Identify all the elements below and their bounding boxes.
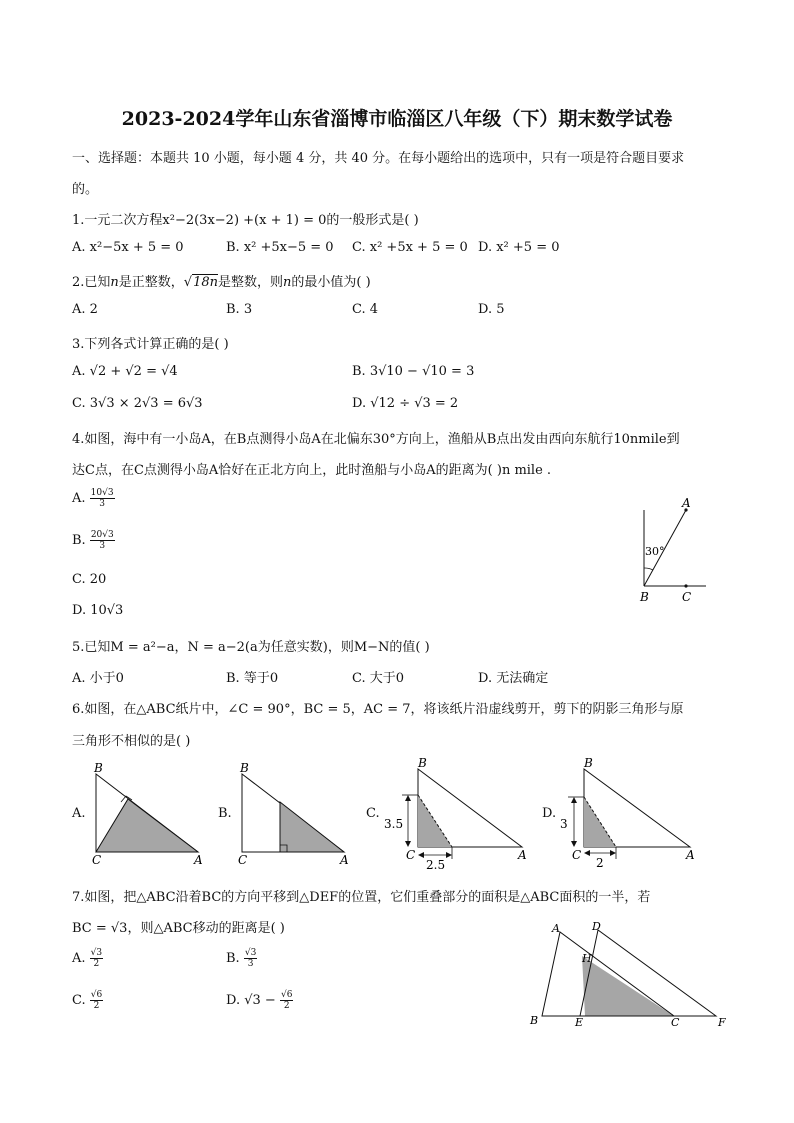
q7-b-fraction: $\frac{√3}{3}$ xyxy=(244,948,257,969)
q3-option-d: D. √12 ÷ √3 = 2 xyxy=(352,396,459,411)
q6a-label-b: B xyxy=(94,761,103,775)
q7-option-a: A. $\frac{√3}{2}$ xyxy=(72,948,103,969)
q1-option-b: B. x² +5x−5 = 0 xyxy=(226,240,334,255)
q4-option-d: D. 10√3 xyxy=(72,603,124,618)
q6d-width-label: 2 xyxy=(596,856,604,870)
q4-figure xyxy=(630,494,720,606)
q6-option-c-label: C. xyxy=(366,806,380,821)
q6-figure-d xyxy=(556,755,706,871)
q4-option-c: C. 20 xyxy=(72,572,107,587)
q6b-label-b: B xyxy=(240,761,249,775)
q2-var-n: n xyxy=(110,275,119,290)
q6c-height-label: 3.5 xyxy=(384,817,404,831)
q2-stem-mid2: 是整数，则 xyxy=(218,275,284,290)
q3-expr-c: 3√3 × 2√3 = 6√3 xyxy=(89,396,203,411)
q7-label-c: C xyxy=(671,1016,680,1029)
q7-a-fraction: $\frac{√3}{2}$ xyxy=(90,948,103,969)
q7-label-h: H xyxy=(582,952,592,965)
q2-option-b: B. 3 xyxy=(226,302,253,317)
q6c-label-a: A xyxy=(518,848,527,862)
q4-stem-line1: 4.如图，海中有一小岛A，在B点测得小岛A在北偏东30°方向上，渔船从B点出发由西向东航行10nmile到 xyxy=(72,432,680,447)
q5-option-a: A. 小于0 xyxy=(72,671,124,686)
q6-figure-c xyxy=(380,755,536,871)
q4-option-a: A. $\frac{10√3}{3}$ xyxy=(72,488,114,509)
q6d-label-a: A xyxy=(686,848,695,862)
q1-option-a: A. x²−5x + 5 = 0 xyxy=(72,240,184,255)
q6d-label-c: C xyxy=(572,848,582,862)
q7-option-c: C. $\frac{√6}{2}$ xyxy=(72,990,103,1011)
q6a-label-a: A xyxy=(194,853,203,867)
q7-c-fraction: $\frac{√6}{2}$ xyxy=(90,990,103,1011)
section-heading-cont: 的。 xyxy=(72,182,99,197)
q5-option-b: B. 等于0 xyxy=(226,671,279,686)
q6-option-a-label: A. xyxy=(72,806,86,821)
q6a-label-c: C xyxy=(92,853,102,867)
q2-var-n2: n xyxy=(283,275,292,290)
q7-stem-line2: BC = √3，则△ABC移动的距离是( ) xyxy=(72,921,285,936)
q6d-label-b: B xyxy=(584,756,593,770)
q7-label-b: B xyxy=(530,1014,539,1027)
q3-option-b: B. 3√10 − √10 = 3 xyxy=(352,364,475,379)
q6-option-b-label: B. xyxy=(218,806,232,821)
q6b-label-a: A xyxy=(340,853,349,867)
q3-expr-a: √2 + √2 = √4 xyxy=(89,364,178,379)
q2-stem-mid: 是正整数， xyxy=(118,275,184,290)
q6-stem-line2: 三角形不相似的是( ) xyxy=(72,734,191,749)
q4-angle-label: 30° xyxy=(645,545,665,558)
q2-stem-post: 的最小值为( ) xyxy=(291,275,371,290)
q7-option-b: B. $\frac{√3}{3}$ xyxy=(226,948,257,969)
q1-option-c: C. x² +5x + 5 = 0 xyxy=(352,240,468,255)
q6c-width-label: 2.5 xyxy=(426,858,446,871)
q7-label-f: F xyxy=(718,1016,726,1029)
section-heading: 一、选择题：本题共 10 小题，每小题 4 分，共 40 分。在每小题给出的选项中，只有一项是符合题目要求 xyxy=(72,151,685,166)
q6-option-d-label: D. xyxy=(542,806,557,821)
q7-label-a: A xyxy=(552,922,560,935)
q3-expr-d: √12 ÷ √3 = 2 xyxy=(370,396,459,411)
q3-stem: 3.下列各式计算正确的是( ) xyxy=(72,337,229,352)
q7-label-e: E xyxy=(575,1016,584,1029)
q2-stem: 2.已知n是正整数，√18n是整数，则n的最小值为( ) xyxy=(72,275,371,290)
q6c-label-c: C xyxy=(406,848,416,862)
q5-option-d: D. 无法确定 xyxy=(478,671,549,686)
q2-stem-pre: 2.已知 xyxy=(72,275,111,290)
page-title: 2023-2024学年山东省淄博市临淄区八年级（下）期末数学试卷 xyxy=(121,108,673,130)
q6-figure-b xyxy=(232,760,358,868)
q2-option-a: A. 2 xyxy=(72,302,98,317)
q4-option-b: B. $\frac{20√3}{3}$ xyxy=(72,530,114,551)
q7-option-d: D. √3 − $\frac{√6}{2}$ xyxy=(226,990,293,1011)
q2-option-d: D. 5 xyxy=(478,302,505,317)
q4-a-fraction: $\frac{10√3}{3}$ xyxy=(90,488,114,509)
q2-sqrt-radicand: 18n xyxy=(193,275,219,290)
q7-d-fraction: $\frac{√6}{2}$ xyxy=(280,990,293,1011)
q2-option-c: C. 4 xyxy=(352,302,379,317)
q4-stem-line2: 达C点，在C点测得小岛A恰好在正北方向上，此时渔船与小岛A的距离为( )n mile . xyxy=(72,463,552,478)
q6d-height-label: 3 xyxy=(560,817,568,831)
q6-figure-a xyxy=(86,760,212,868)
q3-expr-b: 3√10 − √10 = 3 xyxy=(369,364,475,379)
q4-b-fraction: $\frac{20√3}{3}$ xyxy=(90,530,114,551)
q5-stem: 5.已知M = a²−a，N = a−2(a为任意实数)，则M−N的值( ) xyxy=(72,640,430,655)
q7-figure xyxy=(526,918,736,1034)
q5-option-c: C. 大于0 xyxy=(352,671,405,686)
q6b-label-c: C xyxy=(238,853,248,867)
q4-label-a: A xyxy=(682,496,691,510)
q3-option-a: A. √2 + √2 = √4 xyxy=(72,364,178,379)
q4-label-b: B xyxy=(640,590,649,604)
q4-label-c: C xyxy=(682,590,692,604)
q1-option-d: D. x² +5 = 0 xyxy=(478,240,560,255)
q7-label-d: D xyxy=(592,920,601,933)
q6c-label-b: B xyxy=(418,756,427,770)
q3-option-c: C. 3√3 × 2√3 = 6√3 xyxy=(72,396,203,411)
q1-stem: 1.一元二次方程x²−2(3x−2) +(x + 1) = 0的一般形式是( ) xyxy=(72,213,419,228)
q7-stem-line1: 7.如图，把△ABC沿着BC的方向平移到△DEF的位置，它们重叠部分的面积是△ABC面积的一半，若 xyxy=(72,890,651,905)
q6-stem-line1: 6.如图，在△ABC纸片中，∠C = 90°，BC = 5，AC = 7，将该纸片沿虚线剪开，剪下的阴影三角形与原 xyxy=(72,702,684,717)
